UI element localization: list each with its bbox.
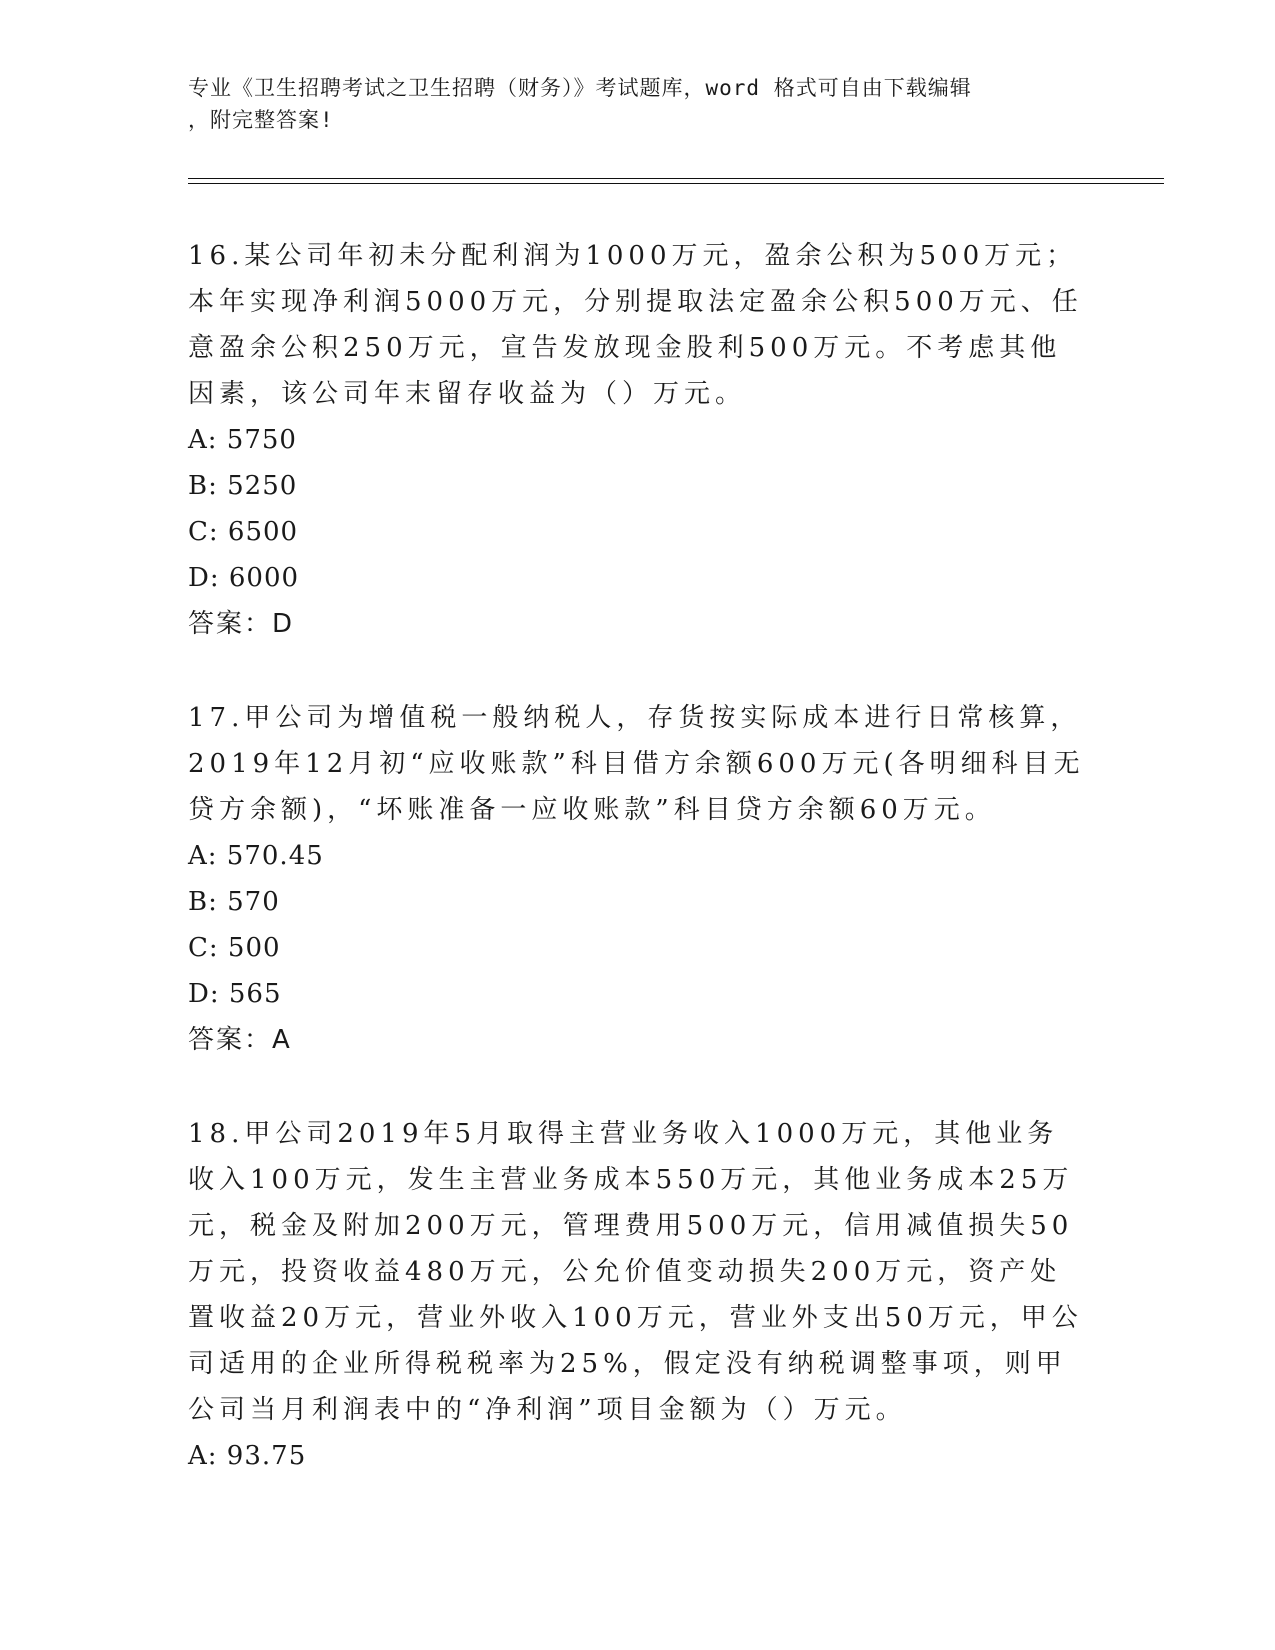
header-line-2: ，附完整答案! (188, 108, 334, 132)
question-stem: 17.甲公司为增值税一般纳税人，存货按实际成本进行日常核算，2019年12月初“应收账款”科目借方余额600万元(各明细科目无贷方余额)，“坏账准备一应收账款”科目贷方余额60万元。 (188, 703, 1085, 825)
header-divider-top (188, 178, 1164, 179)
question-18 (188, 1111, 1088, 1479)
option-a: A: 5750 (188, 425, 297, 455)
option-a: A: 570.45 (188, 841, 324, 871)
document-header (188, 72, 1088, 136)
question-16 (188, 233, 1088, 647)
header-line-1: 专业《卫生招聘考试之卫生招聘（财务）》考试题库，word 格式可自由下载编辑 (188, 76, 972, 100)
option-b: B: 5250 (188, 471, 298, 501)
question-stem: 18.甲公司2019年5月取得主营业务收入1000万元，其他业务收入100万元，发生主营业务成本550万元，其他业务成本25万元，税金及附加200万元，管理费用500万元，信用减值损失50万元，投资收益480万元，公允价值变动损失200万元，资产处置收益20万元，营业外收入100万元，营业外支出50万元，甲公司适用的企业所得税税率为25%，假定没有纳税调整事项，则甲公司当月利润表中的“净利润”项目金额为（）万元。 (188, 1119, 1083, 1425)
question-stem: 16.某公司年初未分配利润为1000万元，盈余公积为500万元；本年实现净利润5000万元，分别提取法定盈余公积500万元、任意盈余公积250万元，宣告发放现金股利500万元。不考虑其他因素，该公司年末留存收益为（）万元。 (188, 241, 1083, 409)
option-c: C: 6500 (188, 517, 299, 547)
header-divider-bottom (188, 183, 1164, 184)
option-c: C: 500 (188, 933, 281, 963)
option-d: D: 565 (188, 979, 282, 1009)
question-list (188, 233, 1088, 1527)
option-b: B: 570 (188, 887, 280, 917)
option-d: D: 6000 (188, 563, 300, 593)
answer-line: 答案：A (188, 1025, 292, 1055)
option-a: A: 93.75 (188, 1441, 307, 1471)
answer-line: 答案：D (188, 609, 295, 639)
question-17 (188, 695, 1088, 1063)
